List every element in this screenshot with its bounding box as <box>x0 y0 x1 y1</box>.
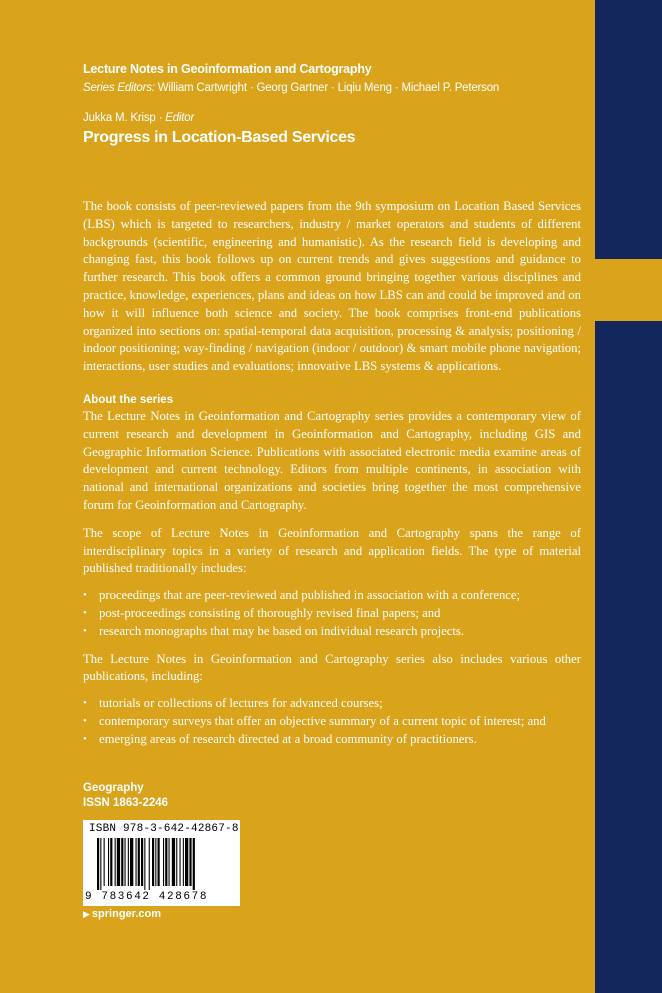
subject-label: Geography <box>83 782 144 794</box>
list-item: • post-proceedings consisting of thoroughly revised final papers; and <box>99 605 581 623</box>
barcode-bar <box>158 838 160 886</box>
barcode-bar <box>163 838 164 886</box>
list-item: • proceedings that are peer-reviewed and published in association with a conference; <box>99 587 581 605</box>
barcode-bar <box>180 838 181 886</box>
issn-label: ISSN 1863-2246 <box>83 797 169 809</box>
barcode-bar <box>165 838 167 886</box>
list-item: • contemporary surveys that offer an objective summary of a current topic of interest; and <box>99 713 581 731</box>
intro-paragraph: The book consists of peer-reviewed papers from the 9th symposium on Location Based Services (LBS) which is targeted to researchers, industry / market operators and students of different backgrounds (scientific, engineering and humanistic). As the research field is developing and changing fast, this book follows up on current trends and gives suggestions and guidance to further research. This book offers a common ground bringing together various disciplines and practice, knowledge, experiences, plans and ideas on how LBS can and could be improved and on how it will influence both science and society. The book comprises front-end publications organized into sections on: spatial-temporal data acquisition, processing & analysis; positioning / indoor positioning; way-finding / navigation (indoor / outdoor) & smart mobile phone navigation; interactions, user studies and evaluations; innovative LBS systems & applications. <box>83 199 581 374</box>
barcode-bar <box>144 838 145 890</box>
barcode-bar <box>193 838 195 890</box>
barcode-bar <box>183 838 184 886</box>
list-item: • tutorials or collections of lectures for advanced courses; <box>99 695 581 713</box>
book-spine <box>595 0 662 993</box>
barcode-bar <box>110 838 112 886</box>
book-title: Progress in Location-Based Services <box>83 129 356 146</box>
barcode-bar <box>128 838 129 886</box>
barcode-bar <box>97 838 99 890</box>
cover-body <box>83 198 581 749</box>
arrow-right-icon: ▶ <box>83 909 90 919</box>
barcode-bar <box>152 838 154 886</box>
barcode-bar <box>169 838 170 886</box>
series-title: Lecture Notes in Geoinformation and Cartography <box>83 62 372 76</box>
barcode-bars <box>97 838 229 890</box>
barcode-bar <box>141 838 143 886</box>
barcode-bar <box>189 838 191 886</box>
barcode-bar <box>115 838 116 886</box>
barcode-bar <box>176 838 177 886</box>
barcode-bar <box>108 838 109 886</box>
barcode-bar <box>136 838 137 886</box>
barcode-bar <box>138 838 140 886</box>
series-editors-label: Series Editors: <box>83 82 155 94</box>
barcode-bar <box>121 838 123 886</box>
barcode-bar <box>149 838 150 890</box>
barcode-bar <box>100 838 101 890</box>
scope-paragraph: The scope of Lecture Notes in Geoinformation and Cartography spans the range of interdisciplinary topics in a variety of research and application fields. The type of material published traditionally includes: <box>83 525 581 576</box>
spine-gold-band <box>595 259 662 321</box>
barcode-bar <box>117 838 120 886</box>
isbn-text: ISBN 978-3-642-42867-8 <box>89 823 239 835</box>
other-publications-paragraph: The Lecture Notes in Geoinformation and Cartography series also includes various other publications, including: <box>83 651 581 684</box>
barcode-bar <box>155 838 156 886</box>
barcode-bar <box>172 838 175 886</box>
barcode-bar <box>125 838 126 886</box>
barcode-bar <box>130 838 133 886</box>
barcode-bar <box>185 838 188 886</box>
cover-header <box>83 61 583 148</box>
series-editors-names: William Cartwright · Georg Gartner · Liqiu Meng · Michael P. Peterson <box>157 82 500 94</box>
scope-list <box>83 587 581 640</box>
about-series-heading: About the series <box>83 393 174 406</box>
editor-name: Jukka M. Krisp <box>83 112 156 124</box>
editor-label: Editor <box>165 112 195 124</box>
barcode-bar <box>104 838 105 886</box>
editor-line: Jukka M. Krisp · Editor <box>83 112 195 124</box>
other-list <box>83 695 581 748</box>
publisher-link-text: springer.com <box>91 908 161 920</box>
cover-footer <box>83 781 168 811</box>
about-series-paragraph: The Lecture Notes in Geoinformation and Cartography series provides a contemporary view of current research and development in Geoinformation and Cartography, including GIS and Geographic Information Science. Publications with associated electronic media examine areas of development and current technology. Editors from multiple continents, in association with national and international organizations and societies bring together the most comprehensive forum for Geoinformation and Cartography. <box>83 408 581 512</box>
isbn-barcode <box>83 820 240 906</box>
series-editors <box>83 80 583 96</box>
list-item: • emerging areas of research directed at a broad community of practitioners. <box>99 731 581 749</box>
publisher-link[interactable] <box>83 908 161 920</box>
list-item: • research monographs that may be based on individual research projects. <box>99 623 581 641</box>
barcode-digits: 9 783642 428678 <box>85 891 209 903</box>
